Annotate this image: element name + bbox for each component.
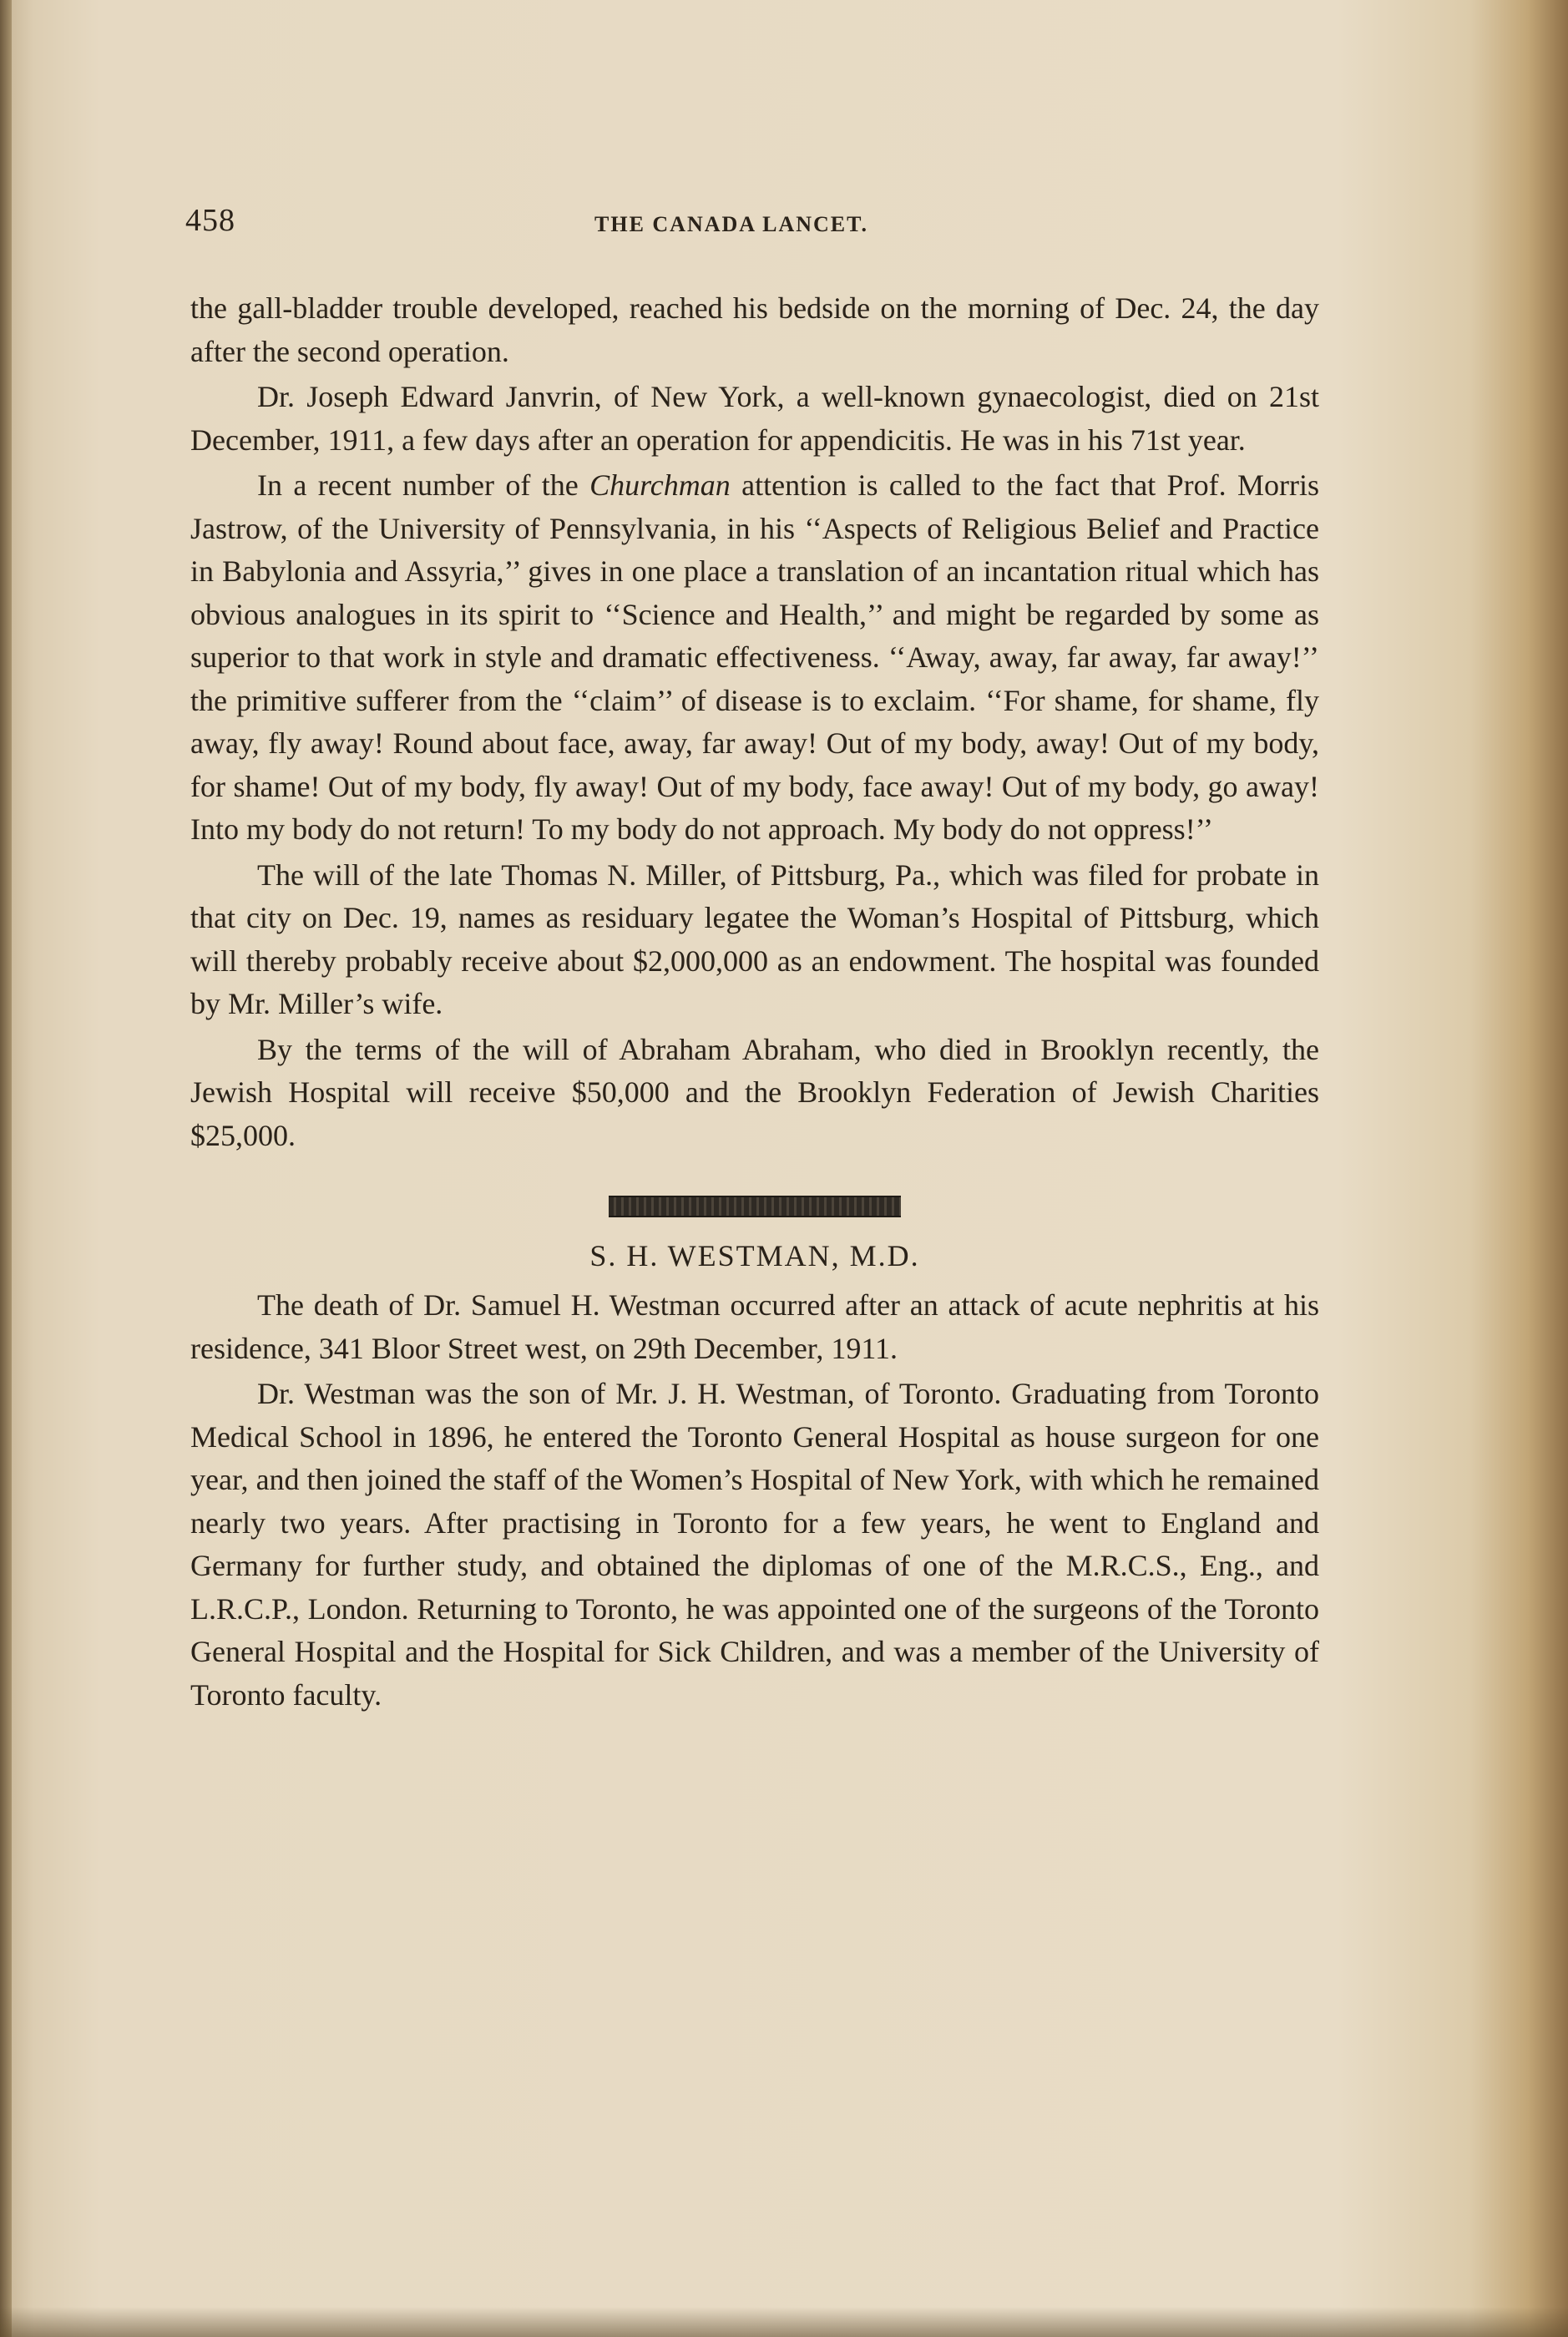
paragraph-churchman-rest: attention is called to the fact that Prof. Morris Jastrow, of the University of Pennsylvania, in his ‘‘Aspects of Religious Belief and Practice in Babylonia and Assyria,’’ gives in one place a translation of an incantation ritual which has obvious analogues in its spirit to ‘‘Science and Health,’’ and might be regarded by some as superior to that work in style and dramatic effectiveness. ‘‘Away, away, far away, far away!’’ the primitive sufferer from the ‘‘claim’’ of disease is to exclaim. ‘‘For shame, for shame, fly away, fly away! Round about face, away, far away! Out of my body, away! Out of my body, for shame! Out of my body, fly away! Out of my body, face away! Out of my body, go away! Into my body do not return! To my body do not approach. My body do not oppress!’’: [190, 468, 1319, 846]
section-title: S. H. WESTMAN, M.D.: [589, 1239, 920, 1272]
paragraph-churchman-start: In a recent number of the: [257, 468, 590, 502]
running-head: THE CANADA LANCET.: [594, 212, 869, 236]
paragraph-westman-death: The death of Dr. Samuel H. Westman occurred after an attack of acute nephritis at his residence, 341 Bloor Street west, on 29th December, 1911.: [190, 1288, 1319, 1365]
page-bottom-shadow: [0, 2307, 1568, 2337]
page-binding-edge: [0, 0, 12, 2337]
section-divider: [609, 1196, 901, 1217]
page-header: [185, 202, 1321, 244]
paragraph-churchman: [190, 464, 1319, 852]
page-number: 458: [185, 203, 235, 238]
paragraph-janvrin: Dr. Joseph Edward Janvrin, of New York, a well-known gynaecologist, died on 21st December, 1911, a few days after an operation for appendicitis. He was in his 71st year.: [190, 380, 1319, 457]
paragraph-abraham-will: By the terms of the will of Abraham Abraham, who died in Brooklyn recently, the Jewish Hospital will receive $50,000 and the Brooklyn Federation of Jewish Charities $25,000.: [190, 1032, 1319, 1152]
churchman-title: Churchman: [589, 468, 731, 502]
paragraph-miller-will: The will of the late Thomas N. Miller, of Pittsburg, Pa., which was filed for probate in that city on Dec. 19, names as residuary legatee the Woman’s Hospital of Pittsburg, which will thereby probably receive about $2,000,000 as an endowment. The hospital was founded by Mr. Miller’s wife.: [190, 857, 1319, 1020]
paragraph-continuation: the gall-bladder trouble developed, reached his bedside on the morning of Dec. 24, the day after the second operation.: [190, 291, 1319, 368]
paragraph-westman-career: Dr. Westman was the son of Mr. J. H. Westman, of Toronto. Graduating from Toronto Medical School in 1896, he entered the Toronto General Hospital as house surgeon for one year, and then joined the staff of the Women’s Hospital of New York, with which he remained nearly two years. After practising in Toronto for a few years, he went to England and Germany for further study, and obtained the diplomas of one of the M.R.C.S., Eng., and L.R.C.P., London. Returning to Toronto, he was appointed one of the surgeons of the Toronto General Hospital and the Hospital for Sick Children, and was a member of the University of Toronto faculty.: [190, 1377, 1319, 1712]
article-text: [190, 287, 1319, 1717]
